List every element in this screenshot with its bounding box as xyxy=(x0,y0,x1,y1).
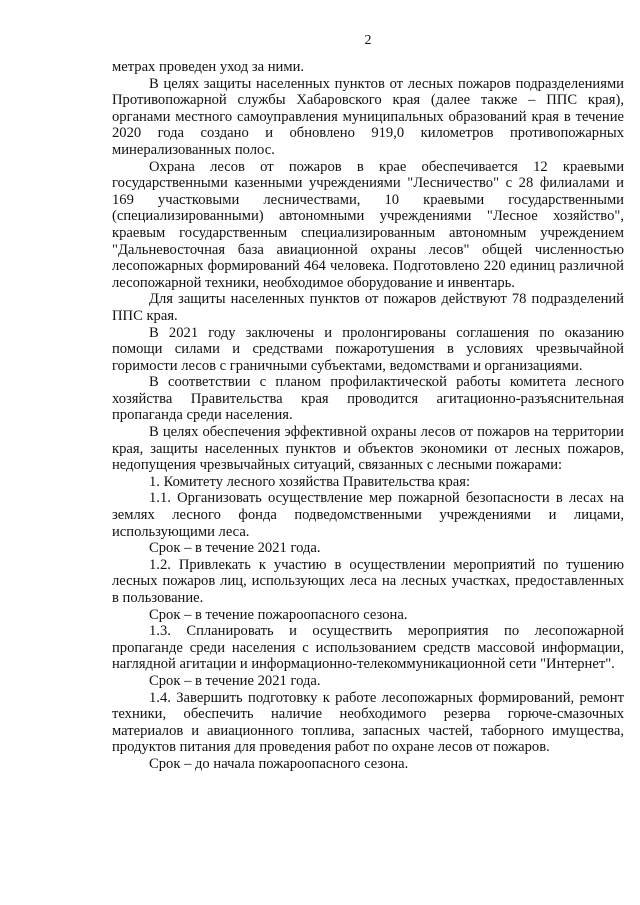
paragraph-mineralized-strips: В целях защиты населенных пунктов от лесных пожаров подразделениями Противопожарной службы Хабаровского края (далее также – ППС края), органами местного самоуправления муниципальных образований края в течение 2020 года создано и обновлено 919,0 километров противопожарных минерализованных полос. xyxy=(112,75,624,158)
paragraph-pps-units: Для защиты населенных пунктов от пожаров действуют 78 подразделений ППС края. xyxy=(112,291,624,324)
deadline-1-2: Срок – в течение пожароопасного сезона. xyxy=(149,606,408,623)
item-1-1: 1.1. Организовать осуществление мер пожарной безопасности в лесах на землях лесного фонда подведомственными учреждениями и лицами, использующими леса. xyxy=(112,490,624,540)
document-body xyxy=(112,59,624,773)
deadline-1-1: Срок – в течение 2021 года. xyxy=(149,540,321,557)
item-1-3: 1.3. Спланировать и осуществить мероприятия по лесопожарной пропаганде среди населения с использованием средств массовой информации, наглядной агитации и информационно-телекоммуникационной сети "Интернет". xyxy=(112,623,624,673)
item-1-4: 1.4. Завершить подготовку к работе лесопожарных формирований, ремонт техники, обеспечить наличие необходимого резерва горюче-смазочных материалов и авиационного топлива, запасных частей, таборного имущества, продуктов питания для проведения работ по охране лесов от пожаров. xyxy=(112,689,624,756)
page-number: 2 xyxy=(364,33,372,48)
paragraph-forest-protection: Охрана лесов от пожаров в крае обеспечивается 12 краевыми государственными казенными учреждениями "Лесничество" с 28 филиалами и 169 участковыми лесничествами, 10 краевыми государственными (специализированными) автономными учреждениями "Лесное хозяйство", краевым государственным специализированным автономным учреждением "Дальневосточная база авиационной охраны лесов" общей численностью лесопожарных формирований 464 человека. Подготовлено 220 единиц различной лесопожарной техники, необходимое оборудование и инвентарь. xyxy=(112,158,624,291)
deadline-1-3: Срок – в течение 2021 года. xyxy=(149,672,321,689)
deadline-1-4: Срок – до начала пожароопасного сезона. xyxy=(149,755,409,772)
paragraph-purpose: В целях обеспечения эффективной охраны лесов от пожаров на территории края, защиты населенных пунктов и объектов экономики от лесных пожаров, недопущения чрезвычайных ситуаций, связанных с лесными пожарами: xyxy=(112,424,624,474)
item-1-2: 1.2. Привлекать к участию в осуществлении мероприятий по тушению лесных пожаров лиц, использующих леса на лесных участках, предоставленных в пользование. xyxy=(112,556,624,606)
paragraph-continuation: метрах проведен уход за ними. xyxy=(112,59,305,75)
item-1-committee: 1. Комитету лесного хозяйства Правительства края: xyxy=(149,473,471,490)
paragraph-agreements: В 2021 году заключены и пролонгированы соглашения по оказанию помощи силами и средствами пожаротушения в условиях чрезвычайной горимости лесов с граничными субъектами, ведомствами и организациями. xyxy=(112,324,624,374)
paragraph-propaganda: В соответствии с планом профилактической работы комитета лесного хозяйства Правительства края проводится агитационно-разъяснительная пропаганда среди населения. xyxy=(112,374,624,424)
